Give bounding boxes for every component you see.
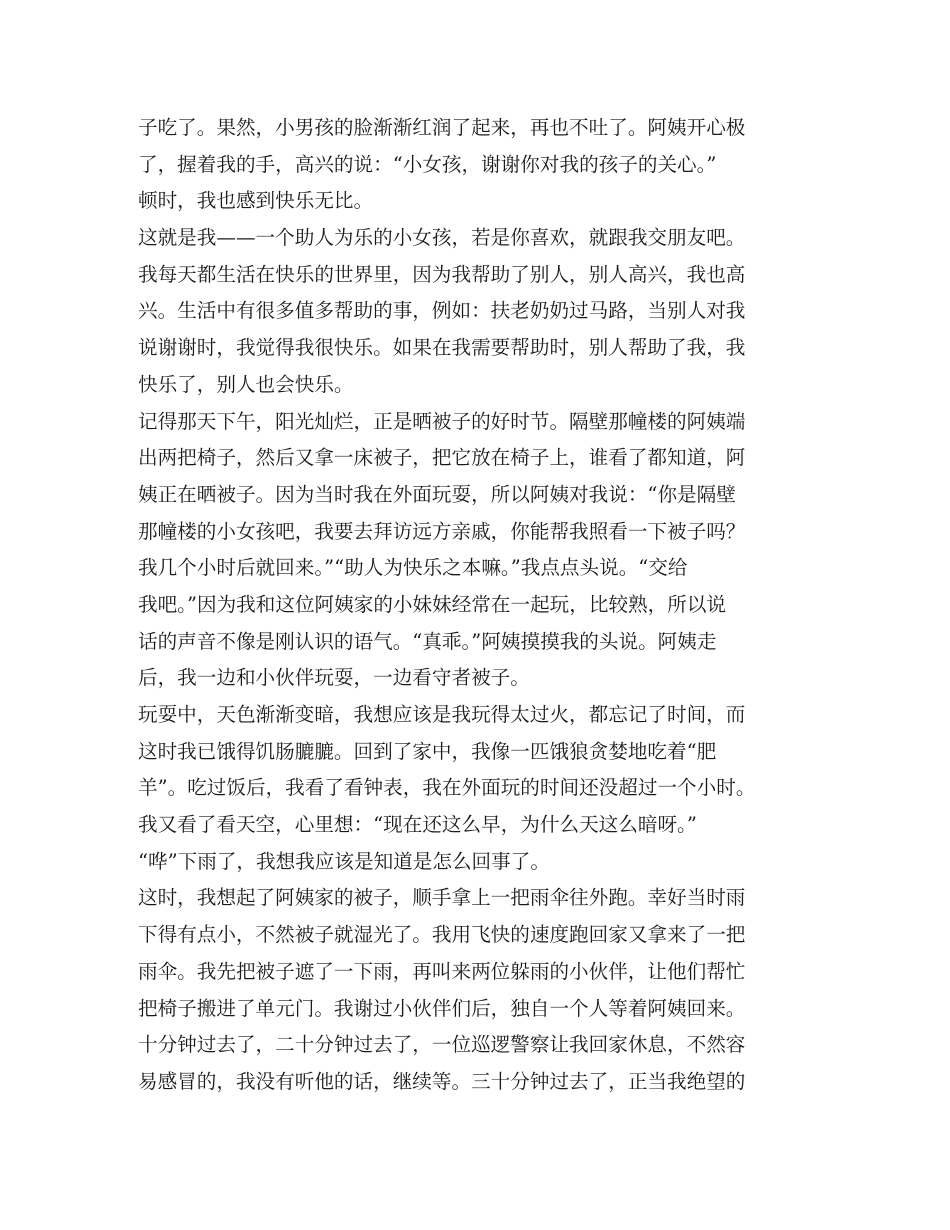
text-line: 我每天都生活在快乐的世界里，因为我帮助了别人，别人高兴，我也高 <box>138 262 746 286</box>
text-line: 把椅子搬进了单元门。我谢过小伙伴们后，独自一个人等着阿姨回来。 <box>138 996 746 1020</box>
text-line: 顿时，我也感到快乐无比。 <box>138 189 374 213</box>
text-line: 我吧。”因为我和这位阿姨家的小妹妹经常在一起玩，比较熟，所以说 <box>138 592 727 616</box>
text-line: 了，握着我的手，高兴的说：“小女孩，谢谢你对我的孩子的关心。” <box>138 152 717 176</box>
text-line: 说谢谢时，我觉得我很快乐。如果在我需要帮助时，别人帮助了我，我 <box>138 336 746 360</box>
text-line: 出两把椅子，然后又拿一床被子，把它放在椅子上，谁看了都知道，阿 <box>138 446 746 470</box>
text-line: 十分钟过去了，二十分钟过去了，一位巡逻警察让我回家休息，不然容 <box>138 1033 746 1057</box>
text-line: 快乐了，别人也会快乐。 <box>138 372 354 396</box>
text-line: 姨正在晒被子。因为当时我在外面玩耍，所以阿姨对我说：“你是隔壁 <box>138 482 736 506</box>
text-line: 雨伞。我先把被子遮了一下雨，再叫来两位躲雨的小伙伴，让他们帮忙 <box>138 959 746 983</box>
text-line: 这时我已饿得饥肠膔膔。回到了家中，我像一匹饿狼贪婪地吃着“肥 <box>138 739 717 763</box>
text-line: 我几个小时后就回来。”“助人为快乐之本嘛。”我点点头说。“交给 <box>138 556 688 580</box>
text-line: 记得那天下午，阳光灿烂，正是晒被子的好时节。隔壁那幢楼的阿姨端 <box>138 409 746 433</box>
document-body <box>138 110 828 1101</box>
text-line: 玩耍中，天色渐渐变暗，我想应该是我玩得太过火，都忘记了时间，而 <box>138 703 746 726</box>
text-line: 易感冒的，我没有听他的话，继续等。三十分钟过去了，正当我绝望的 <box>138 1069 746 1093</box>
text-line: 子吃了。果然，小男孩的脸渐渐红润了起来，再也不吐了。阿姨开心极 <box>138 116 746 139</box>
text-line: 我又看了看天空，心里想：“现在还这么早，为什么天这么暗呀。” <box>138 813 697 837</box>
text-line: 下得有点小，不然被子就湿光了。我用飞快的速度跑回家又拿来了一把 <box>138 923 746 947</box>
text-line: “哗”下雨了，我想我应该是知道是怎么回事了。 <box>138 849 550 873</box>
text-line: 后，我一边和小伙伴玩耍，一边看守者被子。 <box>138 666 530 690</box>
text-line: 羊”。吃过饭后，我看了看钟表，我在外面玩的时间还没超过一个小时。 <box>138 776 756 800</box>
text-line: 那幢楼的小女孩吧，我要去拜访远方亲戚，你能帮我照看一下被子吗？ <box>138 519 746 543</box>
text-line: 这时，我想起了阿姨家的被子，顺手拿上一把雨伞往外跑。幸好当时雨 <box>138 886 746 910</box>
text-line: 话的声音不像是刚认识的语气。“真乖。”阿姨摸摸我的头说。阿姨走 <box>138 629 717 653</box>
text-line: 兴。生活中有很多值多帮助的事，例如：扶老奶奶过马路，当别人对我 <box>138 299 746 323</box>
text-line: 这就是我——一个助人为乐的小女孩，若是你喜欢，就跟我交朋友吧。 <box>138 226 746 250</box>
